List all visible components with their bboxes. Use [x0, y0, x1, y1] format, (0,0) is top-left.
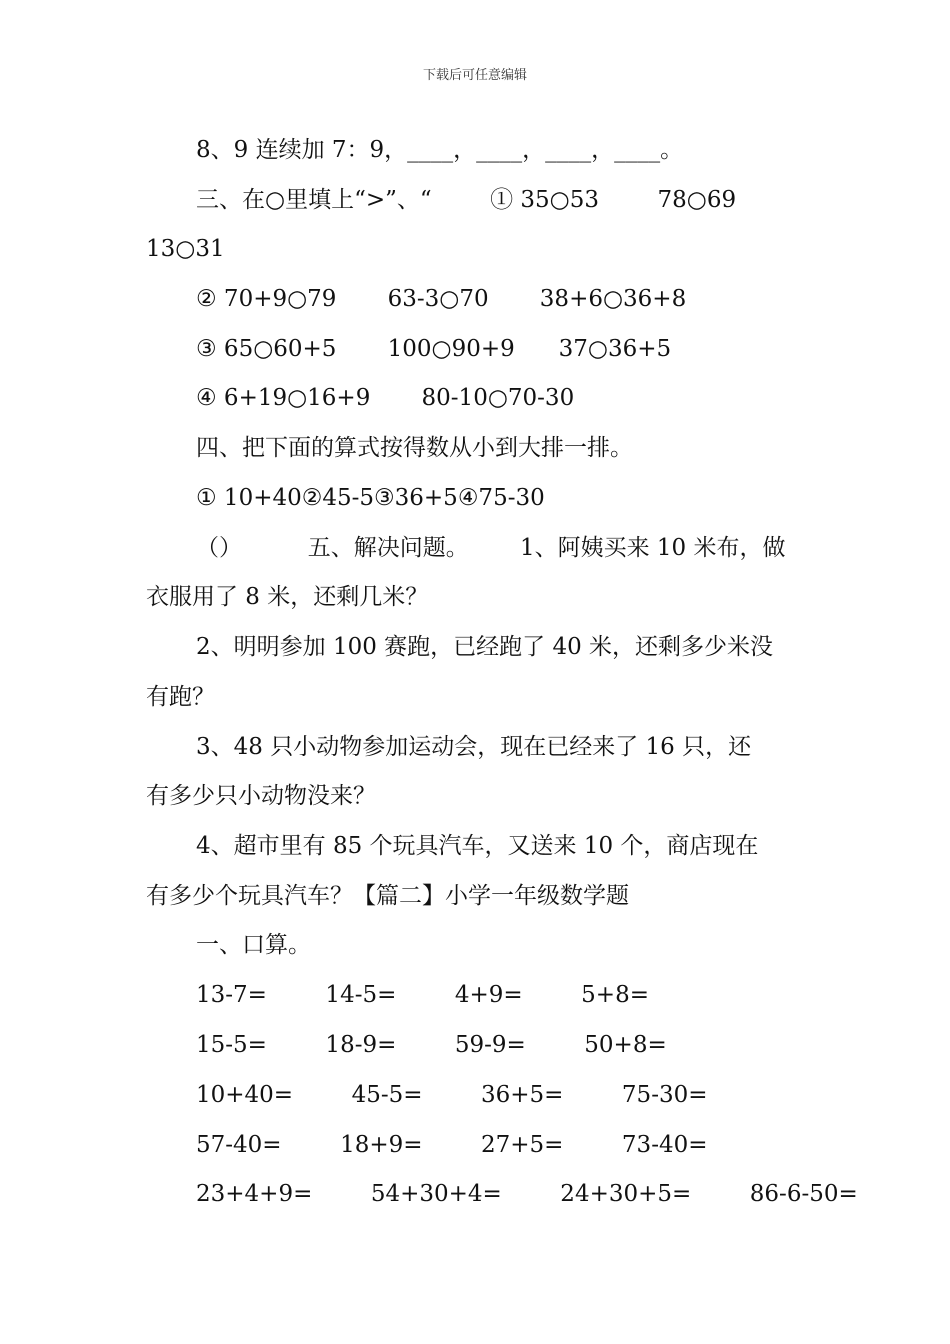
text-line: 一、口算。: [196, 932, 311, 958]
text-line: 有多少只小动物没来？: [146, 783, 376, 809]
text-line: ③ 65○60+5 100○90+9 37○36+5: [196, 336, 672, 362]
text-line: 13-7= 14-5= 4+9= 5+8=: [196, 982, 649, 1008]
text-line: 4、超市里有 85 个玩具汽车，又送来 10 个，商店现在: [196, 833, 759, 859]
text-line: 15-5= 18-9= 59-9= 50+8=: [196, 1032, 667, 1058]
text-line: （） 五、解决问题。 1、阿姨买来 10 米布，做: [196, 535, 786, 561]
text-line: 有多少个玩具汽车？【篇二】小学一年级数学题: [146, 883, 629, 909]
text-line: 13○31: [146, 236, 225, 262]
text-line: 57-40= 18+9= 27+5= 73-40=: [196, 1132, 708, 1158]
text-line: ② 70+9○79 63-3○70 38+6○36+8: [196, 286, 687, 312]
text-line: 3、48 只小动物参加运动会，现在已经来了 16 只，还: [196, 734, 752, 760]
text-line: 有跑？: [146, 684, 215, 710]
text-line: 10+40= 45-5= 36+5= 75-30=: [196, 1082, 708, 1108]
text-line: 8、9 连续加 7：9，____，____，____，____。: [196, 137, 684, 163]
text-line: 四、把下面的算式按得数从小到大排一排。: [196, 435, 633, 461]
text-line: 三、在○里填上“>”、“ ① 35○53 78○69: [196, 187, 737, 213]
text-line: 23+4+9= 54+30+4= 24+30+5= 86-6-50=: [196, 1181, 858, 1207]
text-line: ④ 6+19○16+9 80-10○70-30: [196, 385, 575, 411]
text-line: 衣服用了 8 米，还剩几米？: [146, 584, 429, 610]
text-line: ① 10+40②45-5③36+5④75-30: [196, 485, 545, 511]
page-header: 下载后可任意编辑: [422, 68, 527, 83]
text-line: 2、明明参加 100 赛跑，已经跑了 40 米，还剩多少米没: [196, 634, 774, 660]
